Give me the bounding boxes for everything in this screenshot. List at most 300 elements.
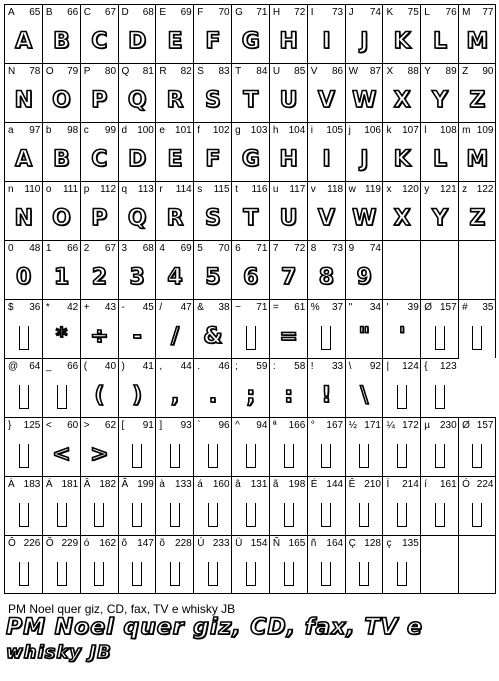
glyph-cell — [458, 4, 496, 63]
glyph-char-label: } — [8, 420, 12, 431]
glyph-sample — [81, 318, 118, 356]
glyph-sample-text: T — [243, 88, 259, 113]
glyph-code-label: 111 — [62, 184, 79, 195]
glyph-row — [4, 240, 496, 299]
glyph-cell — [231, 63, 269, 122]
glyph-caption — [122, 302, 154, 314]
glyph-sample-text: X — [393, 206, 411, 231]
glyph-sample-text: P — [91, 88, 108, 113]
glyph-sample — [270, 23, 307, 61]
empty-cell — [458, 535, 496, 594]
glyph-sample-text: J — [360, 29, 369, 54]
glyph-code-label: 36 — [29, 302, 41, 313]
missing-glyph-icon — [435, 444, 445, 468]
glyph-code-label: 121 — [439, 184, 457, 195]
glyph-caption — [273, 479, 305, 491]
glyph-char-label: * — [45, 302, 50, 313]
glyph-char-label: t — [235, 184, 238, 195]
glyph-code-label: 182 — [99, 479, 117, 490]
glyph-code-label: 47 — [180, 302, 192, 313]
glyph-sample — [421, 23, 458, 61]
glyph-sample-text: N — [14, 88, 33, 113]
glyph-sample-text: Z — [469, 206, 486, 231]
glyph-caption — [197, 184, 229, 196]
missing-glyph-icon — [397, 503, 407, 527]
glyph-caption — [311, 538, 343, 550]
glyph-sample-text: N — [14, 206, 33, 231]
glyph-sample — [346, 259, 383, 297]
glyph-sample-text: V — [317, 88, 335, 113]
glyph-sample-text: I — [322, 147, 331, 172]
glyph-cell — [420, 358, 458, 417]
glyph-caption — [235, 302, 267, 314]
missing-glyph-box — [270, 554, 307, 592]
glyph-cell — [80, 358, 118, 417]
glyph-sample — [346, 141, 383, 179]
glyph-caption — [159, 66, 191, 78]
glyph-char-label: F — [197, 7, 204, 18]
glyph-char-label: x — [386, 184, 392, 195]
glyph-caption — [46, 184, 78, 196]
glyph-code-label: 183 — [23, 479, 41, 490]
glyph-char-label: f — [197, 125, 200, 136]
glyph-sample-text: L — [432, 147, 447, 172]
glyph-char-label: U — [272, 66, 281, 77]
glyph-sample — [270, 82, 307, 120]
glyph-char-label: Ç — [348, 538, 356, 549]
glyph-char-label: s — [197, 184, 203, 195]
glyph-caption — [8, 184, 40, 196]
glyph-char-label: Ã — [121, 479, 129, 490]
glyph-sample-text: U — [279, 88, 298, 113]
glyph-code-label: 73 — [331, 7, 344, 18]
glyph-sample-text: M — [466, 29, 489, 54]
glyph-cell — [420, 63, 458, 122]
glyph-cell — [420, 4, 458, 63]
glyph-caption — [386, 125, 418, 137]
glyph-char-label: @ — [8, 361, 19, 372]
glyph-sample — [232, 23, 269, 61]
missing-glyph-icon — [397, 444, 407, 468]
glyph-sample-text: K — [393, 29, 411, 54]
glyph-caption — [8, 66, 40, 78]
glyph-char-label: r — [159, 184, 163, 195]
glyph-cell — [155, 535, 193, 594]
glyph-char-label: Y — [424, 66, 431, 77]
glyph-cell — [307, 358, 345, 417]
glyph-code-label: 172 — [402, 420, 419, 431]
glyph-caption — [311, 420, 343, 432]
missing-glyph-box — [232, 554, 269, 592]
missing-glyph-icon — [19, 326, 29, 350]
glyph-char-label: | — [386, 361, 390, 372]
glyph-code-label: 81 — [142, 66, 154, 77]
empty-cell — [420, 535, 458, 594]
glyph-caption — [311, 243, 343, 255]
glyph-char-label: Ø — [424, 302, 433, 313]
missing-glyph-icon — [359, 444, 369, 468]
glyph-caption — [311, 66, 343, 78]
glyph-caption — [197, 125, 229, 137]
glyph-char-label: 3 — [121, 243, 128, 254]
glyph-caption — [8, 479, 40, 491]
glyph-cell — [118, 122, 156, 181]
glyph-caption — [159, 243, 191, 255]
glyph-char-label: õ — [159, 538, 165, 549]
glyph-code-label: 228 — [175, 538, 192, 549]
glyph-cell — [155, 4, 193, 63]
glyph-char-label: 1 — [45, 243, 52, 254]
glyph-cell — [382, 4, 420, 63]
glyph-row — [4, 4, 496, 63]
missing-glyph-box — [156, 495, 193, 533]
glyph-char-label: õ — [121, 538, 128, 549]
glyph-cell — [80, 299, 118, 358]
glyph-char-label: ½ — [348, 420, 357, 431]
glyph-code-label: 224 — [476, 479, 494, 490]
missing-glyph-icon — [321, 444, 331, 468]
glyph-caption — [462, 184, 493, 196]
glyph-sample — [81, 141, 118, 179]
glyph-cell — [4, 4, 42, 63]
glyph-sample — [383, 318, 420, 356]
glyph-code-label: 92 — [369, 361, 381, 372]
glyph-caption — [46, 7, 78, 19]
glyph-char-label: í — [424, 479, 428, 490]
glyph-cell — [193, 122, 231, 181]
glyph-code-label: 46 — [218, 361, 230, 372]
glyph-code-label: 117 — [289, 184, 306, 195]
missing-glyph-box — [5, 436, 42, 474]
missing-glyph-icon — [57, 562, 67, 586]
glyph-cell — [4, 417, 42, 476]
glyph-code-label: 226 — [23, 538, 41, 549]
glyph-cell — [269, 299, 307, 358]
missing-glyph-box — [43, 495, 80, 533]
glyph-cell — [4, 358, 42, 417]
glyph-sample — [459, 23, 495, 61]
missing-glyph-icon — [321, 562, 331, 586]
glyph-sample — [5, 82, 42, 120]
glyph-sample — [232, 377, 269, 415]
glyph-cell — [345, 476, 383, 535]
glyph-sample — [81, 259, 118, 297]
glyph-sample — [81, 82, 118, 120]
missing-glyph-box — [383, 554, 420, 592]
glyph-cell — [231, 299, 269, 358]
glyph-code-label: 128 — [364, 538, 381, 549]
glyph-caption — [122, 184, 154, 196]
glyph-caption — [8, 7, 40, 19]
glyph-cell — [155, 240, 193, 299]
glyph-sample-text: & — [203, 324, 223, 349]
missing-glyph-icon — [359, 562, 369, 586]
glyph-sample-text: E — [167, 147, 183, 172]
glyph-cell — [118, 417, 156, 476]
missing-glyph-icon — [246, 503, 256, 527]
glyph-char-label: & — [197, 302, 204, 313]
missing-glyph-icon — [94, 562, 104, 586]
missing-glyph-box — [421, 495, 458, 533]
glyph-char-label: L — [424, 7, 430, 18]
glyph-char-label: J — [348, 7, 354, 18]
glyph-code-label: 94 — [256, 420, 268, 431]
glyph-char-label: . — [197, 361, 200, 372]
glyph-sample — [119, 318, 156, 356]
glyph-char-label: V — [310, 66, 318, 77]
glyph-char-label: T — [235, 66, 242, 77]
glyph-caption — [159, 361, 191, 373]
glyph-caption — [235, 243, 267, 255]
missing-glyph-icon — [19, 503, 29, 527]
sample-display-line-1: PM Noel quer giz, CD, fax, TV e — [6, 615, 423, 640]
glyph-caption — [235, 184, 267, 196]
glyph-code-label: 91 — [142, 420, 154, 431]
glyph-char-label: = — [272, 302, 279, 313]
glyph-code-label: 35 — [482, 302, 494, 313]
glyph-code-label: 114 — [175, 184, 192, 195]
glyph-char-label: Z — [462, 66, 469, 77]
glyph-cell — [80, 417, 118, 476]
glyph-caption — [197, 420, 229, 432]
glyph-sample — [270, 200, 307, 238]
glyph-cell — [345, 299, 383, 358]
glyph-sample-text: O — [52, 88, 71, 113]
glyph-sample — [194, 23, 231, 61]
empty-cell — [458, 240, 496, 299]
missing-glyph-box — [156, 554, 193, 592]
glyph-char-label: B — [45, 7, 53, 18]
glyph-cell — [80, 535, 118, 594]
glyph-sample — [232, 259, 269, 297]
glyph-caption — [159, 538, 191, 550]
glyph-sample-text: T — [243, 206, 259, 231]
glyph-row — [4, 535, 496, 594]
glyph-char-label: b — [45, 125, 52, 136]
glyph-caption — [8, 420, 40, 432]
missing-glyph-icon — [472, 444, 482, 468]
glyph-char-label: + — [83, 302, 90, 313]
glyph-code-label: 74 — [369, 243, 381, 254]
glyph-sample — [156, 23, 193, 61]
glyph-sample-text: Q — [127, 88, 147, 113]
missing-glyph-box — [119, 554, 156, 592]
missing-glyph-box — [81, 495, 118, 533]
glyph-code-label: 109 — [476, 125, 494, 136]
glyph-cell — [193, 535, 231, 594]
glyph-sample-text: > — [90, 442, 109, 467]
glyph-caption — [159, 302, 191, 314]
glyph-cell — [382, 535, 420, 594]
glyph-char-label: ` — [197, 420, 201, 431]
glyph-code-label: 112 — [100, 184, 117, 195]
glyph-cell — [231, 122, 269, 181]
glyph-cell — [382, 63, 420, 122]
glyph-cell — [42, 476, 80, 535]
missing-glyph-box — [421, 377, 458, 415]
glyph-code-label: 124 — [402, 361, 419, 372]
glyph-caption — [8, 538, 40, 550]
glyph-cell — [307, 240, 345, 299]
glyph-char-label: â — [235, 479, 241, 490]
glyph-sample — [119, 82, 156, 120]
glyph-char-label: # — [462, 302, 468, 313]
glyph-char-label: ã — [272, 479, 279, 490]
glyph-sample — [5, 141, 42, 179]
glyph-caption — [349, 243, 381, 255]
glyph-code-label: 64 — [29, 361, 41, 372]
glyph-sample — [232, 200, 269, 238]
glyph-cell — [42, 63, 80, 122]
glyph-cell — [269, 4, 307, 63]
glyph-caption — [46, 479, 78, 491]
glyph-row — [4, 476, 496, 535]
glyph-char-label: q — [121, 184, 128, 195]
glyph-caption — [349, 361, 381, 373]
glyph-code-label: 62 — [104, 420, 117, 431]
missing-glyph-icon — [246, 326, 256, 350]
glyph-code-label: 102 — [212, 125, 230, 136]
glyph-cell — [269, 358, 307, 417]
glyph-code-label: 162 — [99, 538, 117, 549]
glyph-cell — [118, 535, 156, 594]
glyph-caption — [273, 66, 305, 78]
glyph-cell — [4, 476, 42, 535]
glyph-char-label: 2 — [83, 243, 90, 254]
glyph-code-label: 85 — [294, 66, 306, 77]
glyph-sample-text: 0 — [16, 265, 32, 290]
glyph-sample — [308, 23, 345, 61]
glyph-cell — [269, 417, 307, 476]
glyph-caption — [122, 479, 154, 491]
glyph-sample-text: K — [393, 147, 411, 172]
glyph-row — [4, 122, 496, 181]
missing-glyph-box — [421, 436, 458, 474]
glyph-code-label: 71 — [256, 302, 268, 313]
glyph-cell — [345, 358, 383, 417]
glyph-sample-text: ( — [94, 383, 105, 408]
glyph-code-label: 39 — [407, 302, 419, 313]
glyph-caption — [197, 243, 229, 255]
missing-glyph-icon — [435, 503, 445, 527]
glyph-sample — [308, 141, 345, 179]
missing-glyph-icon — [170, 562, 180, 586]
glyph-char-label: Ê — [348, 479, 356, 490]
glyph-row — [4, 358, 496, 417]
glyph-cell — [4, 535, 42, 594]
glyph-cell — [42, 122, 80, 181]
glyph-cell — [345, 417, 383, 476]
missing-glyph-box — [346, 495, 383, 533]
glyph-caption — [235, 538, 267, 550]
glyph-char-label: C — [83, 7, 91, 18]
glyph-caption — [349, 66, 381, 78]
glyph-sample — [156, 82, 193, 120]
missing-glyph-box — [270, 495, 307, 533]
glyph-cell — [420, 299, 458, 358]
glyph-sample — [5, 23, 42, 61]
glyph-sample-text: F — [205, 147, 221, 172]
glyph-code-label: 157 — [476, 420, 494, 431]
glyph-caption — [159, 420, 191, 432]
glyph-sample-text: D — [128, 147, 147, 172]
glyph-caption — [197, 361, 229, 373]
glyph-sample — [346, 200, 383, 238]
glyph-char-label: Õ — [45, 538, 54, 549]
glyph-cell — [269, 63, 307, 122]
glyph-caption — [122, 243, 154, 255]
glyph-cell — [345, 122, 383, 181]
glyph-code-label: 181 — [61, 479, 79, 490]
missing-glyph-icon — [132, 444, 142, 468]
glyph-code-label: 97 — [29, 125, 41, 136]
glyph-char-label: R — [159, 66, 167, 77]
missing-glyph-box — [119, 436, 156, 474]
glyph-sample — [194, 200, 231, 238]
glyph-code-label: 42 — [67, 302, 79, 313]
glyph-sample-text: D — [128, 29, 147, 54]
glyph-code-label: 68 — [142, 243, 154, 254]
glyph-sample — [194, 377, 231, 415]
glyph-caption — [84, 420, 116, 432]
glyph-code-label: 198 — [288, 479, 306, 490]
glyph-sample — [194, 318, 231, 356]
glyph-sample-text: 4 — [167, 265, 183, 290]
glyph-code-label: 119 — [365, 184, 381, 195]
glyph-char-label: à — [159, 479, 165, 490]
glyph-caption — [424, 125, 456, 137]
glyph-sample-text: F — [205, 29, 221, 54]
glyph-cell — [382, 417, 420, 476]
glyph-sample — [81, 23, 118, 61]
glyph-caption — [386, 361, 418, 373]
glyph-char-label: Ü — [235, 538, 243, 549]
missing-glyph-box — [421, 318, 458, 356]
missing-glyph-icon — [170, 503, 180, 527]
glyph-char-label: , — [159, 361, 163, 372]
glyph-code-label: 65 — [29, 7, 41, 18]
glyph-caption — [122, 538, 154, 550]
glyph-sample — [43, 436, 80, 474]
glyph-char-label: ^ — [235, 420, 240, 431]
glyph-sample-text: : — [284, 383, 293, 408]
glyph-sample — [43, 141, 80, 179]
glyph-sample-text: 5 — [205, 265, 221, 290]
glyph-sample — [459, 82, 495, 120]
glyph-cell — [118, 299, 156, 358]
glyph-code-label: 40 — [104, 361, 117, 372]
glyph-code-label: 79 — [67, 66, 79, 77]
glyph-char-label: ç — [386, 538, 392, 549]
glyph-sample-text: S — [204, 88, 221, 113]
glyph-char-label: { — [424, 361, 428, 372]
glyph-sample-text: ÷ — [90, 324, 109, 349]
glyph-caption — [273, 538, 305, 550]
missing-glyph-box — [383, 436, 420, 474]
glyph-caption — [273, 243, 305, 255]
glyph-code-label: 82 — [180, 66, 192, 77]
glyph-code-label: 74 — [369, 7, 381, 18]
glyph-code-label: 164 — [326, 538, 344, 549]
glyph-code-label: 80 — [104, 66, 117, 77]
glyph-char-label: 4 — [159, 243, 165, 254]
glyph-cell — [269, 240, 307, 299]
glyph-code-label: 133 — [175, 479, 192, 490]
missing-glyph-box — [346, 436, 383, 474]
glyph-code-label: 41 — [142, 361, 154, 372]
glyph-sample — [459, 200, 495, 238]
glyph-sample — [194, 82, 231, 120]
